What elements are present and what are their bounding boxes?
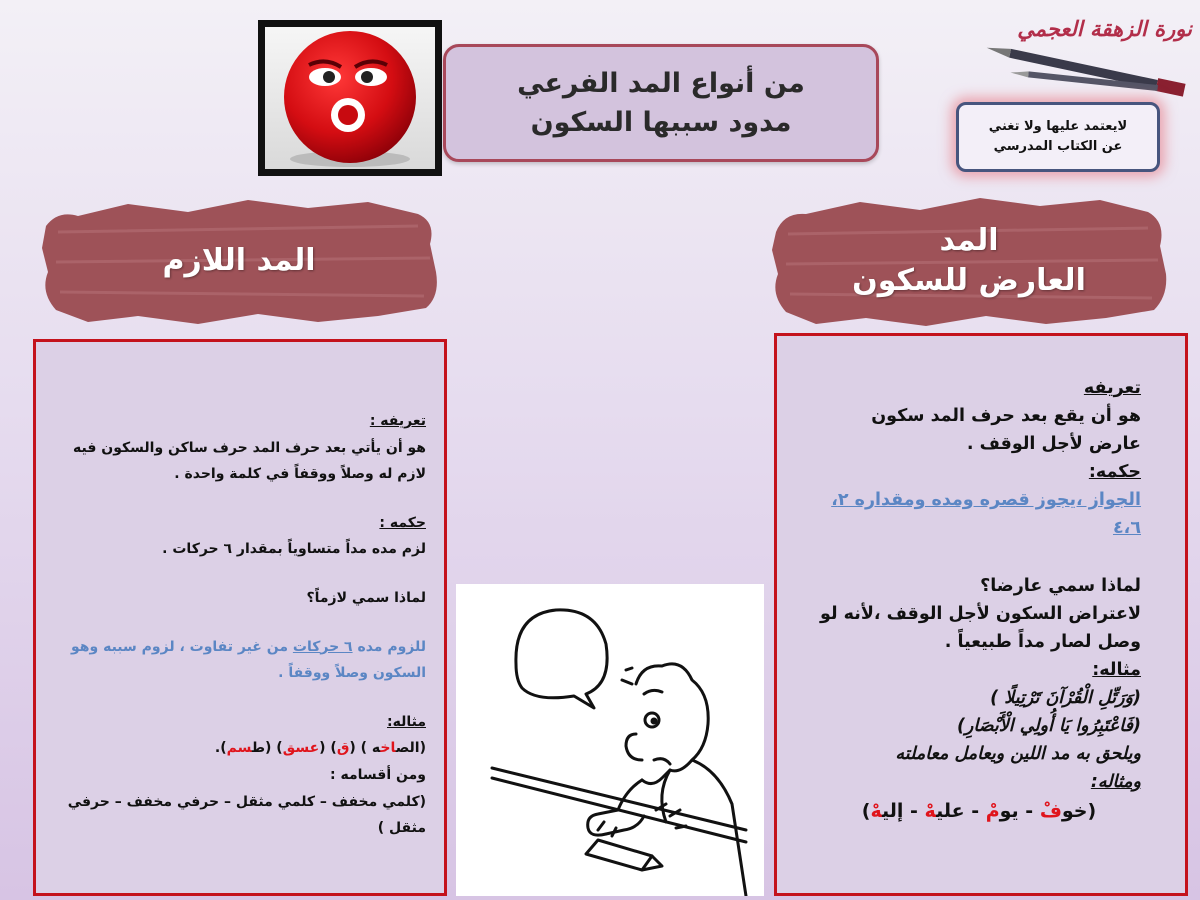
panel-aarid [774,333,1188,896]
ex-red-part: عسق [282,740,320,757]
lin-part: - [1018,800,1040,822]
author-watermark [948,10,1196,100]
lin-part: - [903,800,925,822]
lin-red-part: فْ [1039,800,1062,822]
aarid-lin-examples [817,796,1141,826]
lazim-def-label: تعريفه : [369,413,426,429]
aarid-def-label: تعريفه [1083,378,1141,398]
ex-part: ). [214,740,227,757]
note-line-1: لايعتمد عليها ولا تغني [988,118,1128,134]
heading-lazim [38,192,440,330]
lin-red-part: هْ [870,800,883,822]
red-face-icon [265,27,435,169]
heading-aarid [770,192,1168,330]
lin-part: علي [936,800,965,822]
why-answer-part-1: للزوم مده [352,638,426,655]
lin-red-part: هْ [924,800,937,822]
aarid-rule-text: الجواز ،يجوز قصره ومده ومقداره ٢، ٤،٦ [831,490,1141,538]
why-answer-part-3: من غير تفاوت ، لزوم سببه وهو السكون وصلاً ووقفاً . [71,638,426,682]
lin-part: ( [1087,800,1097,822]
lin-red-part: مْ [985,800,1000,822]
lazim-rule-label: حكمه : [379,514,426,531]
ex-red-part: اخ [380,740,396,757]
heading-aarid-line-1: المد [939,222,999,258]
note-line-2: عن الكتاب المدرسي [993,139,1123,154]
ex-part: ه ) ( [349,740,381,757]
lazim-example-label: مثاله: [387,713,426,730]
aarid-example-1: (وَرَتِّلِ الْقُرْآنَ تَرْتِيلًا ) [990,688,1141,708]
title-line-1: من أنواع المد الفرعي [517,67,805,99]
lin-part: ) [861,800,871,822]
lin-part: خو [1061,800,1088,822]
title-line-2: مدود سببها السكون [530,107,792,138]
aarid-rule-label: حكمه: [1088,462,1141,482]
heading-aarid-line-2: العارض للسكون [852,263,1086,298]
lazim-rule-text: لزم مده مداً متساوياً بمقدار ٦ حركات . [162,541,426,558]
aarid-def-text: هو أن يقع بعد حرف المد سكون عارض لأجل الوقف . [871,406,1141,454]
aarid-why-question: لماذا سمي عارضا؟ [980,576,1141,596]
heading-lazim-text: المد اللازم [162,242,316,278]
ex-part: (الص [395,740,426,757]
aarid-why-answer: لاعتراض السكون لأجل الوقف ،لأنه لو وصل لصار مداً طبيعياً . [820,604,1141,652]
lazim-def-text: هو أن يأتي بعد حرف المد حرف ساكن والسكون فيه لازم له وصلاً ووقفاً في كلمة واحدة . [73,439,426,483]
aarid-example-2: (فَاعْتَبِرُوا يَا أُولِي الْأَبْصَارِ) [956,716,1141,736]
lazim-example [54,735,426,762]
page-title [443,44,879,162]
lin-part: إلي [882,800,904,822]
thinking-cartoon [456,584,764,896]
ex-red-part: ق [336,740,350,757]
lin-part: - [964,800,986,822]
ex-red-part: سم [226,740,252,757]
lazim-parts-text: (كلمي مخفف – كلمي مثقل – حرفي مخفف – حرفي مثقل ) [67,793,426,837]
thinking-man-icon [456,584,764,896]
why-answer-part-2: ٦ حركات [292,638,353,655]
aarid-example-label: مثاله: [1092,660,1141,680]
panel-lazim [33,339,447,896]
ex-part: ) ( [319,740,337,757]
lazim-why-answer [54,634,426,687]
lazim-why-question: لماذا سمي لازماً؟ [306,589,426,606]
ex-part: ) (ط [251,740,283,757]
watermark-text: نورة الزهقة العجمي [1017,16,1192,41]
lin-part: يو [999,800,1019,822]
lazim-parts-label: ومن أقسامه : [330,766,426,783]
emoji-photo [258,20,442,176]
disclaimer-note [956,102,1160,172]
aarid-lin-label: ومثاله: [1090,772,1141,792]
aarid-lin-text: ويلحق به مد اللين ويعامل معاملته [895,744,1141,764]
